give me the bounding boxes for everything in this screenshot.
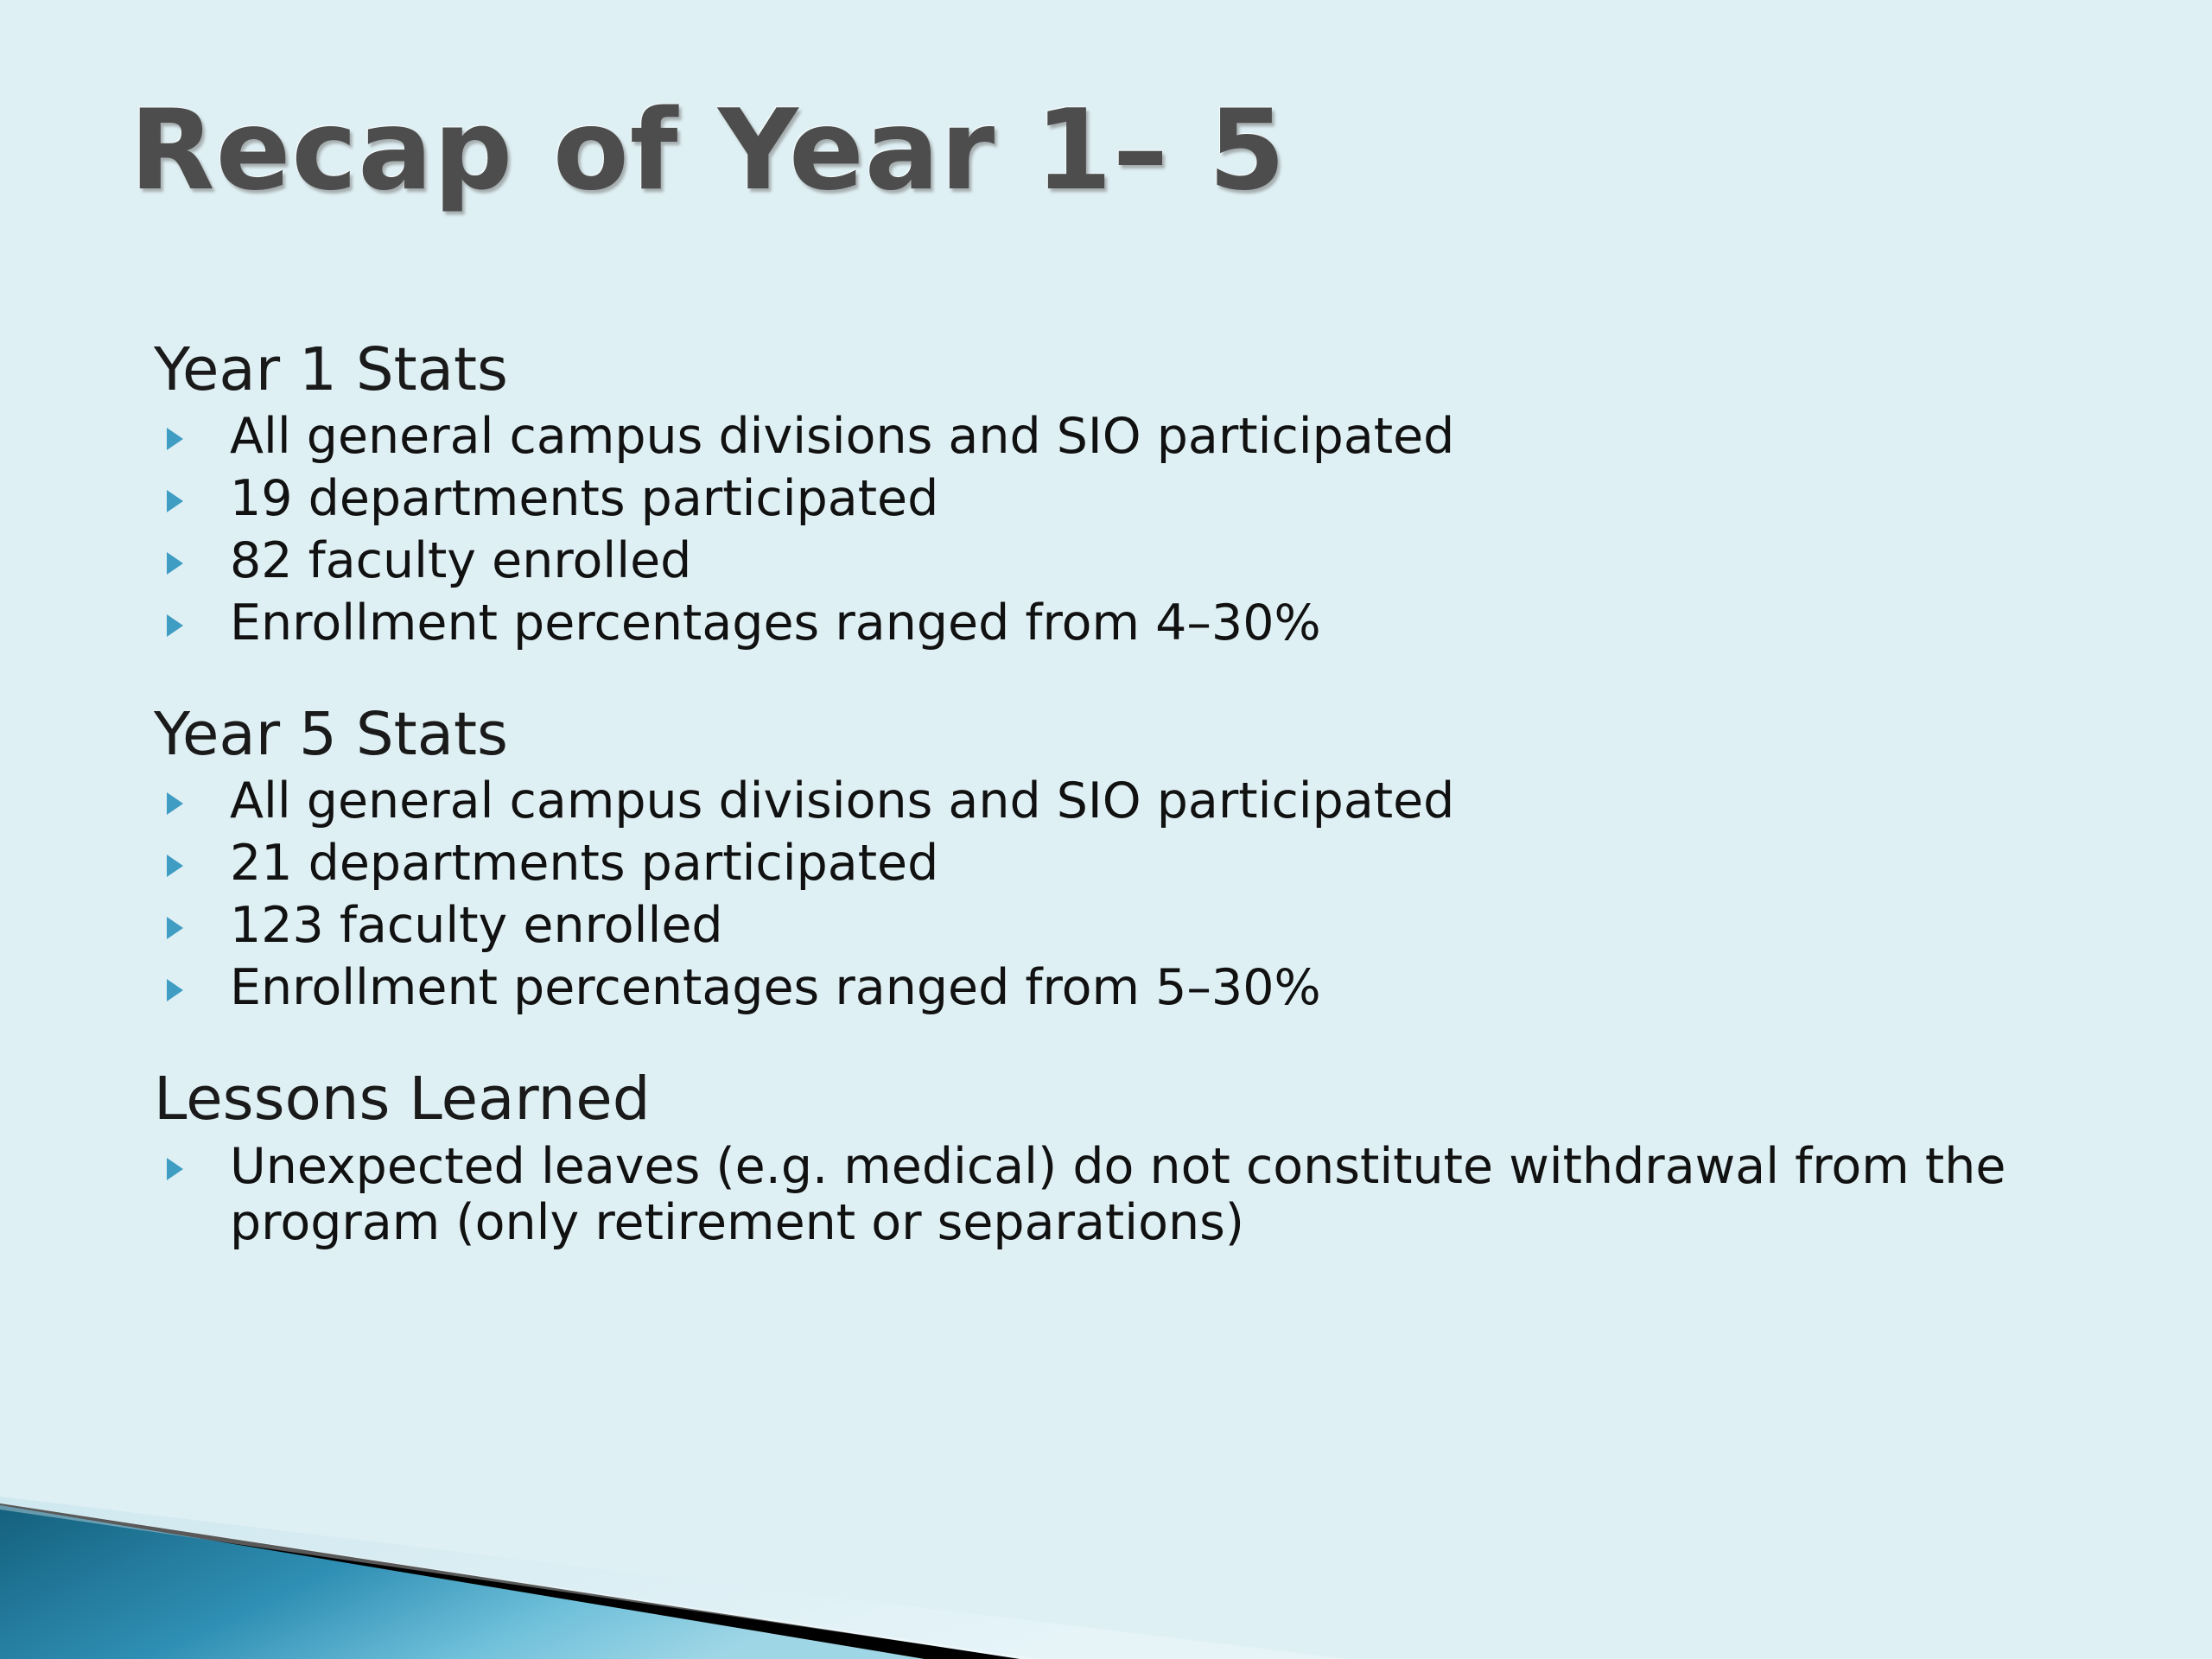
list-item-label: 123 faculty enrolled	[230, 897, 723, 955]
list-item	[154, 409, 2141, 465]
section-heading: Lessons Learned	[154, 1065, 651, 1135]
list-item	[154, 960, 2141, 1016]
list-item-label: Enrollment percentages ranged from 4–30%	[230, 594, 1321, 652]
triangle-right-icon	[154, 898, 230, 941]
list-item-label: 21 departments participated	[230, 835, 939, 893]
section-heading: Year 5 Stats	[154, 700, 508, 770]
list-item-label: All general campus divisions and SIO participated	[230, 408, 1455, 466]
triangle-right-icon	[154, 1139, 230, 1182]
triangle-right-icon	[154, 960, 230, 1003]
list-item-label: 19 departments participated	[230, 470, 939, 528]
triangle-right-icon	[154, 773, 230, 817]
list-item	[154, 471, 2141, 527]
section-heading: Year 1 Stats	[154, 335, 508, 404]
list-item	[154, 898, 2141, 954]
section-year-1-stats	[154, 337, 2141, 652]
list-item	[154, 773, 2141, 830]
list-item	[154, 533, 2141, 589]
list-item-label: Unexpected leaves (e.g. medical) do not constitute withdrawal from the program (only retirement or separations)	[230, 1137, 2006, 1251]
bullet-list	[154, 409, 2141, 652]
list-item-label: All general campus divisions and SIO participated	[230, 772, 1455, 830]
list-item	[154, 836, 2141, 892]
triangle-right-icon	[154, 533, 230, 576]
triangle-right-icon	[154, 595, 230, 639]
bullet-list	[154, 773, 2141, 1016]
slide-body	[154, 337, 2141, 1256]
triangle-right-icon	[154, 471, 230, 514]
list-item	[154, 595, 2141, 652]
list-item-label: Enrollment percentages ranged from 5–30%	[230, 959, 1321, 1017]
list-item	[154, 1139, 2141, 1251]
triangle-right-icon	[154, 836, 230, 879]
triangle-right-icon	[154, 409, 230, 452]
bullet-list	[154, 1139, 2141, 1251]
list-item-label: 82 faculty enrolled	[230, 532, 692, 590]
decorative-corner-graphic	[0, 1374, 1348, 1659]
section-year-5-stats	[154, 702, 2141, 1016]
section-lessons-learned	[154, 1066, 2141, 1250]
page-title: Recap of Year 1– 5	[130, 86, 1287, 215]
